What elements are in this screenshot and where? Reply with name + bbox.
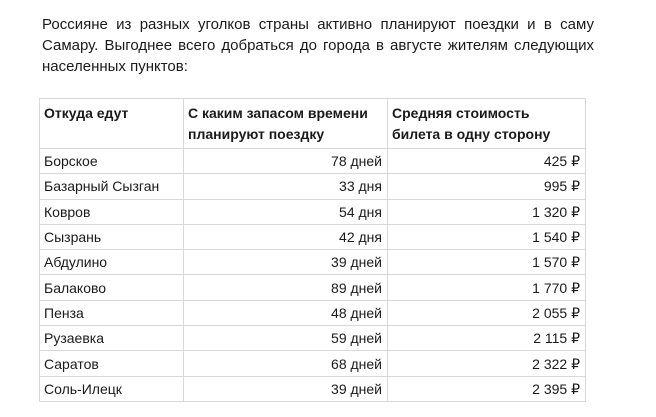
table-header-row [40, 99, 586, 149]
intro-line-2: Выгоднее всего добраться до города в августе жителям следующих населенных пунктов: [42, 37, 595, 75]
cell-price: 1 770 ₽ [388, 275, 586, 300]
cell-days: 54 дня [184, 199, 388, 224]
cell-city: Сызрань [40, 224, 184, 249]
cell-city: Балаково [40, 275, 184, 300]
prices-table [39, 98, 586, 402]
cell-city: Борское [40, 149, 184, 174]
table-row [40, 300, 586, 325]
header-planning-time: С каким запасом времени планируют поездку [184, 99, 388, 149]
table-row [40, 250, 586, 275]
cell-city: Соль-Илецк [40, 376, 184, 401]
cell-price: 425 ₽ [388, 149, 586, 174]
cell-price: 1 540 ₽ [388, 224, 586, 249]
cell-price: 1 320 ₽ [388, 199, 586, 224]
cell-days: 89 дней [184, 275, 388, 300]
cell-days: 39 дней [184, 250, 388, 275]
header-origin: Откуда едут [40, 99, 184, 149]
cell-price: 995 ₽ [388, 174, 586, 199]
header-ticket-price: Средняя стоимость билета в одну сторону [388, 99, 586, 149]
cell-days: 78 дней [184, 149, 388, 174]
cell-days: 59 дней [184, 326, 388, 351]
table-row [40, 376, 586, 401]
cell-days: 42 дня [184, 224, 388, 249]
cell-city: Ковров [40, 199, 184, 224]
cell-city: Абдулино [40, 250, 184, 275]
cell-days: 33 дня [184, 174, 388, 199]
table-row [40, 326, 586, 351]
cell-price: 2 055 ₽ [388, 300, 586, 325]
cell-days: 68 дней [184, 351, 388, 376]
cell-days: 48 дней [184, 300, 388, 325]
cell-price: 2 322 ₽ [388, 351, 586, 376]
cell-days: 39 дней [184, 376, 388, 401]
table-row [40, 149, 586, 174]
cell-city: Базарный Сызган [40, 174, 184, 199]
table-row [40, 174, 586, 199]
table-row [40, 275, 586, 300]
intro-line-1: Россияне из разных уголков страны активно планируют поездки и в саму Самару. [42, 16, 594, 54]
table-row [40, 199, 586, 224]
cell-price: 1 570 ₽ [388, 250, 586, 275]
cell-city: Пенза [40, 300, 184, 325]
intro-paragraph [42, 14, 594, 77]
table-row [40, 351, 586, 376]
cell-city: Саратов [40, 351, 184, 376]
cell-city: Рузаевка [40, 326, 184, 351]
cell-price: 2 115 ₽ [388, 326, 586, 351]
table-row [40, 224, 586, 249]
cell-price: 2 395 ₽ [388, 376, 586, 401]
